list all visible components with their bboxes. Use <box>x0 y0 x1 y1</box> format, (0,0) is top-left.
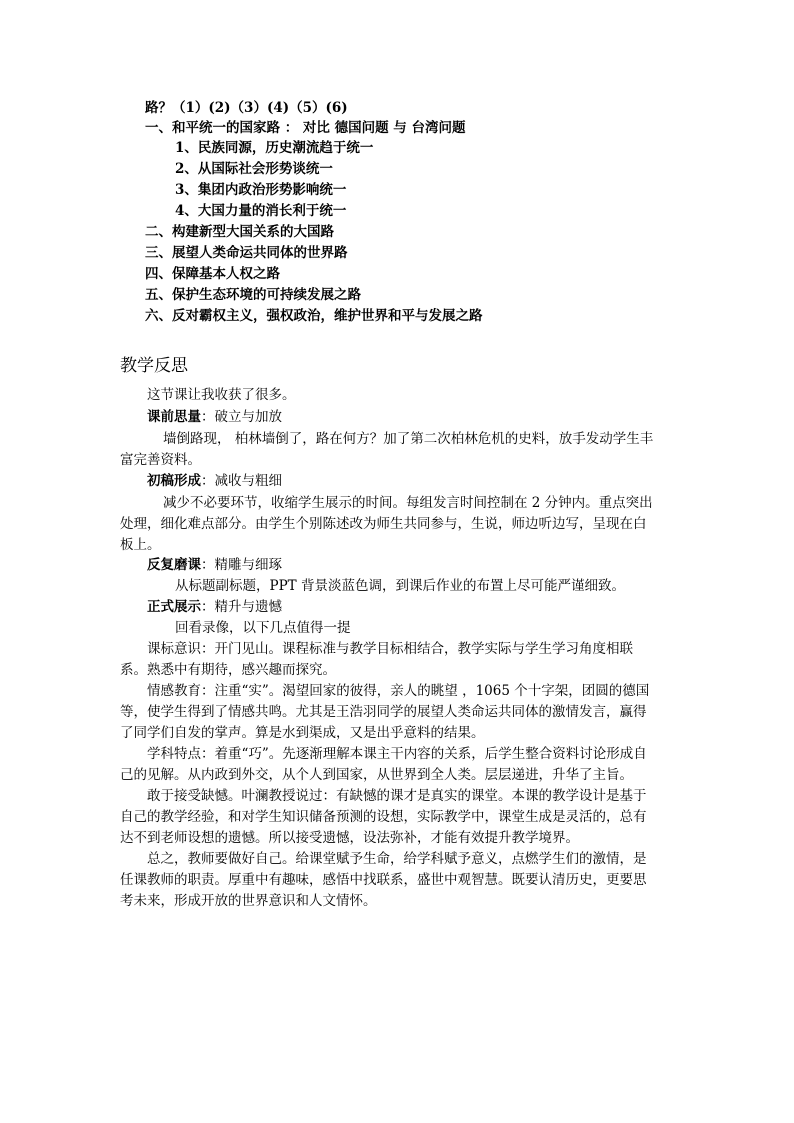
para-curriculum-line-2: 系。熟悉中有期待，感兴趣而探究。 <box>120 662 336 678</box>
stage-2-para-line-2: 处理，细化难点部分。由学生个别陈述改为师生共同参与，生说，师边听边写，呈现在白 <box>120 516 647 532</box>
stage-2-para-line-3: 板上。 <box>120 537 161 553</box>
outline-item-6: 六、反对霸权主义，强权政治，维护世界和平与发展之路 <box>145 308 483 324</box>
outline-subitem-2: 2、从国际社会形势谈统一 <box>175 161 333 177</box>
stage-4-heading <box>147 598 282 617</box>
stage-1-value: ：破立与加放 <box>201 409 282 425</box>
stage-2-heading <box>147 472 282 491</box>
stage-1-heading <box>147 408 282 427</box>
para-regret-line-1: 敢于接受缺憾。叶澜教授说过：有缺憾的课才是真实的课堂。本课的教学设计是基于 <box>147 788 647 804</box>
stage-1-para-line-2: 富完善资料。 <box>120 452 201 468</box>
stage-4-value: ：精升与遗憾 <box>201 599 282 615</box>
outline-subitem-4: 4、大国力量的消长利于统一 <box>175 203 347 219</box>
outline-question: 路？（1）(2)（3）(4)（5）(6) <box>145 100 348 116</box>
para-regret-line-2: 自己的教学经验，和对学生知识储备预测的设想，实际教学中，课堂生成是灵活的，总有 <box>120 809 647 825</box>
stage-3-value: ：精雕与细琢 <box>201 557 282 573</box>
stage-2-value: ：减收与粗细 <box>201 473 282 489</box>
para-emotion-line-3: 了同学们自发的掌声。算是水到渠成，又是出乎意料的结果。 <box>120 725 485 741</box>
outline-item-4: 四、保障基本人权之路 <box>145 266 280 282</box>
stage-1-para-line-1: 墙倒路现， 柏林墙倒了，路在何方？加了第二次柏林危机的史料，放手发动学生丰 <box>163 431 654 447</box>
outline-subitem-3: 3、集团内政治形势影响统一 <box>175 182 347 198</box>
outline-subitem-1: 1、民族同源，历史潮流趋于统一 <box>175 140 374 156</box>
outline-item-1: 一、和平统一的国家路 ： 对比 德国问题 与 台湾问题 <box>145 120 466 136</box>
para-emotion-line-2: 等，使学生得到了情感共鸣。尤其是王浩羽同学的展望人类命运共同体的激情发言，赢得 <box>120 704 647 720</box>
outline-item-3: 三、展望人类命运共同体的世界路 <box>145 245 348 261</box>
stage-3-label: 反复磨课 <box>147 557 201 573</box>
stage-4-para-line-1: 回看录像，以下几点值得一提 <box>175 620 351 636</box>
para-summary-line-3: 考未来，形成开放的世界意识和人文情怀。 <box>120 893 377 909</box>
stage-2-para-line-1: 减少不必要环节，收缩学生展示的时间。每组发言时间控制在 2 分钟内。重点突出 <box>163 495 653 511</box>
stage-4-label: 正式展示 <box>147 599 201 615</box>
stage-2-label: 初稿形成 <box>147 473 201 489</box>
outline-item-5: 五、保护生态环境的可持续发展之路 <box>145 287 361 303</box>
para-curriculum-line-1: 课标意识：开门见山。课程标准与教学目标相结合，教学实际与学生学习角度相联 <box>147 641 633 657</box>
outline-item-2: 二、构建新型大国关系的大国路 <box>145 224 334 240</box>
para-regret-line-3: 达不到老师设想的遗憾。所以接受遗憾，设法弥补，才能有效提升教学境界。 <box>120 830 579 846</box>
para-summary-line-1: 总之，教师要做好自己。给课堂赋予生命，给学科赋予意义，点燃学生们的激情，是 <box>147 851 647 867</box>
stage-1-label: 课前思量 <box>147 409 201 425</box>
para-subject-line-2: 己的见解。从内政到外交，从个人到国家，从世界到全人类。层层递进，升华了主旨。 <box>120 767 633 783</box>
para-emotion-line-1: 情感教育：注重“实”。渴望回家的彼得，亲人的眺望 ，1065 个十字架，团圆的德国 <box>147 683 650 699</box>
reflection-intro: 这节课让我收获了很多。 <box>147 387 296 403</box>
stage-3-heading <box>147 556 282 575</box>
stage-3-para-line-1: 从标题副标题，PPT 背景淡蓝色调，到课后作业的布置上尽可能严谨细致。 <box>175 578 625 594</box>
section-heading: 教学反思 <box>120 356 188 376</box>
para-summary-line-2: 任课教师的职责。厚重中有趣味，感悟中找联系，盛世中观智慧。既要认清历史，更要思 <box>120 872 647 888</box>
para-subject-line-1: 学科特点：着重“巧”。先逐渐理解本课主干内容的关系，后学生整合资料讨论形成自 <box>147 746 647 762</box>
